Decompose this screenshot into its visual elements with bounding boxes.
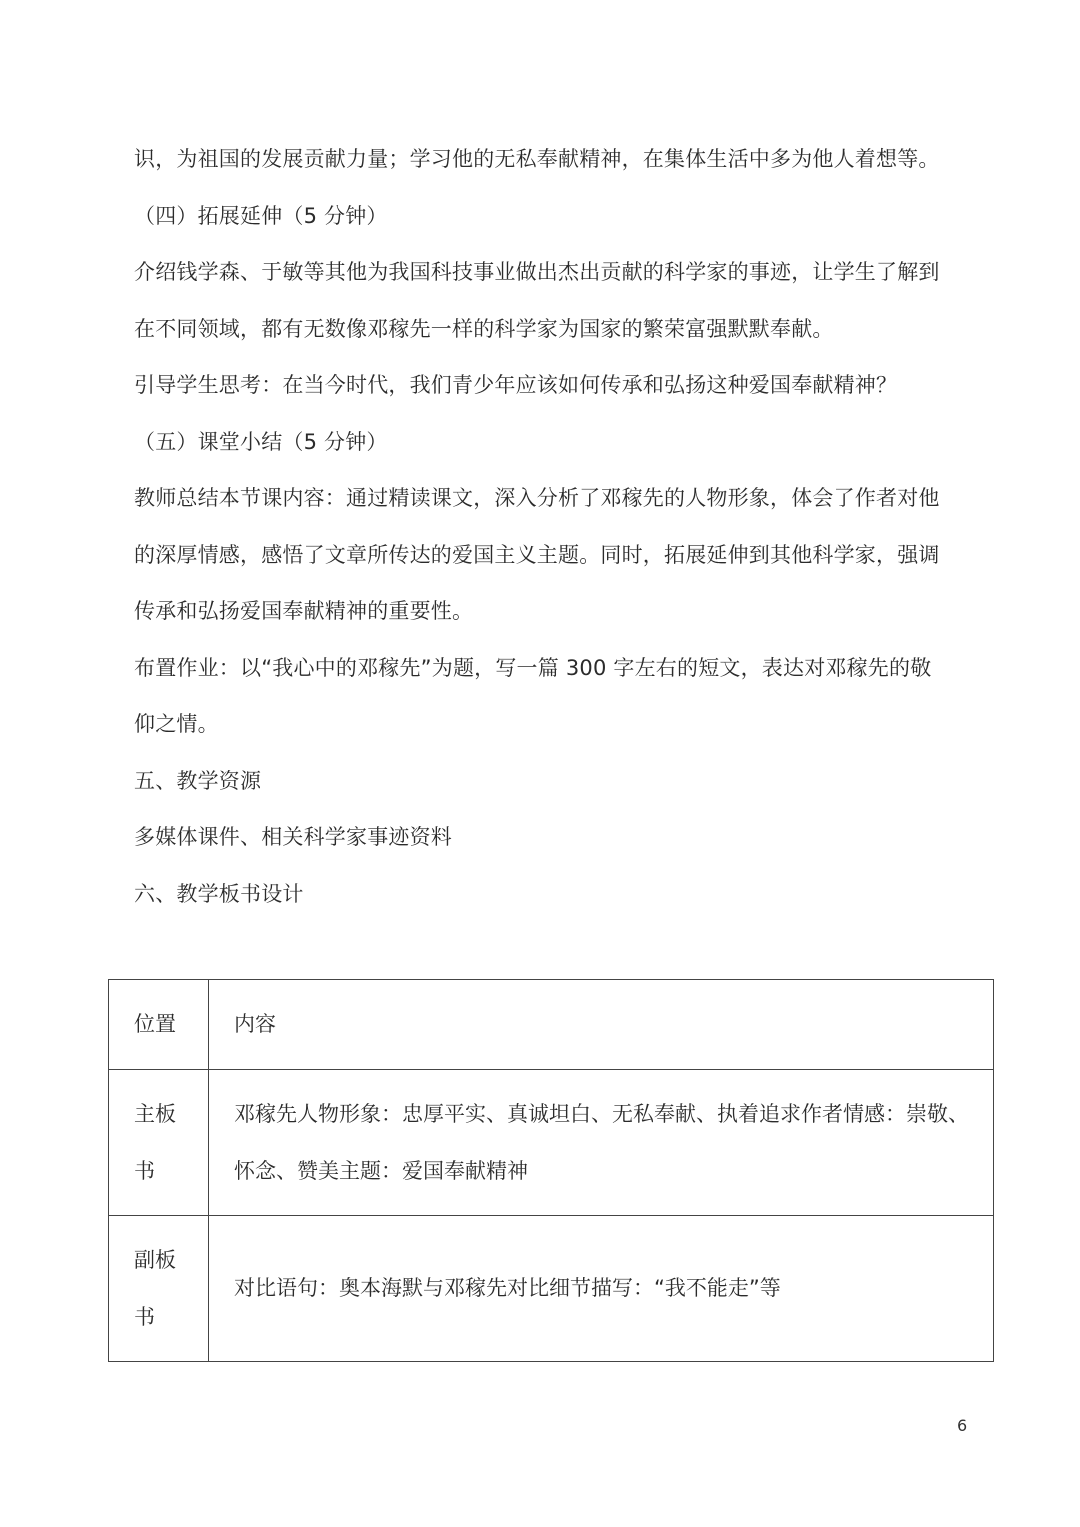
page-number: 6: [957, 1416, 968, 1435]
paragraph-line: 教师总结本节课内容：通过精读课文，深入分析了邓稼先的人物形象，体会了作者对他: [134, 486, 940, 510]
paragraph-line: 布置作业：以“我心中的邓稼先”为题，写一篇 300 字左右的短文，表达对邓稼先的敬: [134, 656, 932, 680]
paragraph-line: 传承和弘扬爱国奉献精神的重要性。: [134, 599, 474, 623]
paragraph-line: 识，为祖国的发展贡献力量；学习他的无私奉献精神，在集体生活中多为他人着想等。: [134, 147, 940, 171]
paragraph-line: 多媒体课件、相关科学家事迹资料: [134, 825, 452, 849]
table-row: [109, 1070, 994, 1216]
paragraph-line: 的深厚情感，感悟了文章所传达的爱国主义主题。同时，拓展延伸到其他科学家，强调: [134, 543, 940, 567]
paragraph-line: 引导学生思考：在当今时代，我们青少年应该如何传承和弘扬这种爱国奉献精神？: [134, 373, 898, 397]
paragraph-line: 在不同领域，都有无数像邓稼先一样的科学家为国家的繁荣富强默默奉献。: [134, 317, 834, 341]
table-cell-content: 对比语句：奥本海默与邓稼先对比细节描写：“我不能走”等: [209, 1216, 994, 1362]
table-row: [109, 1216, 994, 1362]
table-header-content: 内容: [209, 980, 994, 1070]
paragraph-line: 仰之情。: [134, 712, 219, 736]
section-heading-board-design: 六、教学板书设计: [134, 882, 304, 906]
table-cell-position: 主板 书: [109, 1070, 209, 1216]
board-design-table: [108, 979, 994, 1362]
paragraph-line: 介绍钱学森、于敏等其他为我国科技事业做出杰出贡献的科学家的事迹，让学生了解到: [134, 260, 940, 284]
section-heading-extension: （四）拓展延伸（5 分钟）: [134, 204, 388, 228]
table-header-position: 位置: [109, 980, 209, 1070]
table-cell-position: 副板 书: [109, 1216, 209, 1362]
table-cell-content: 邓稼先人物形象：忠厚平实、真诚坦白、无私奉献、执着追求作者情感：崇敬、 怀念、赞美主题：爱国奉献精神: [209, 1070, 994, 1216]
section-heading-summary: （五）课堂小结（5 分钟）: [134, 430, 388, 454]
table-header-row: [109, 980, 994, 1070]
section-heading-resources: 五、教学资源: [134, 769, 262, 793]
